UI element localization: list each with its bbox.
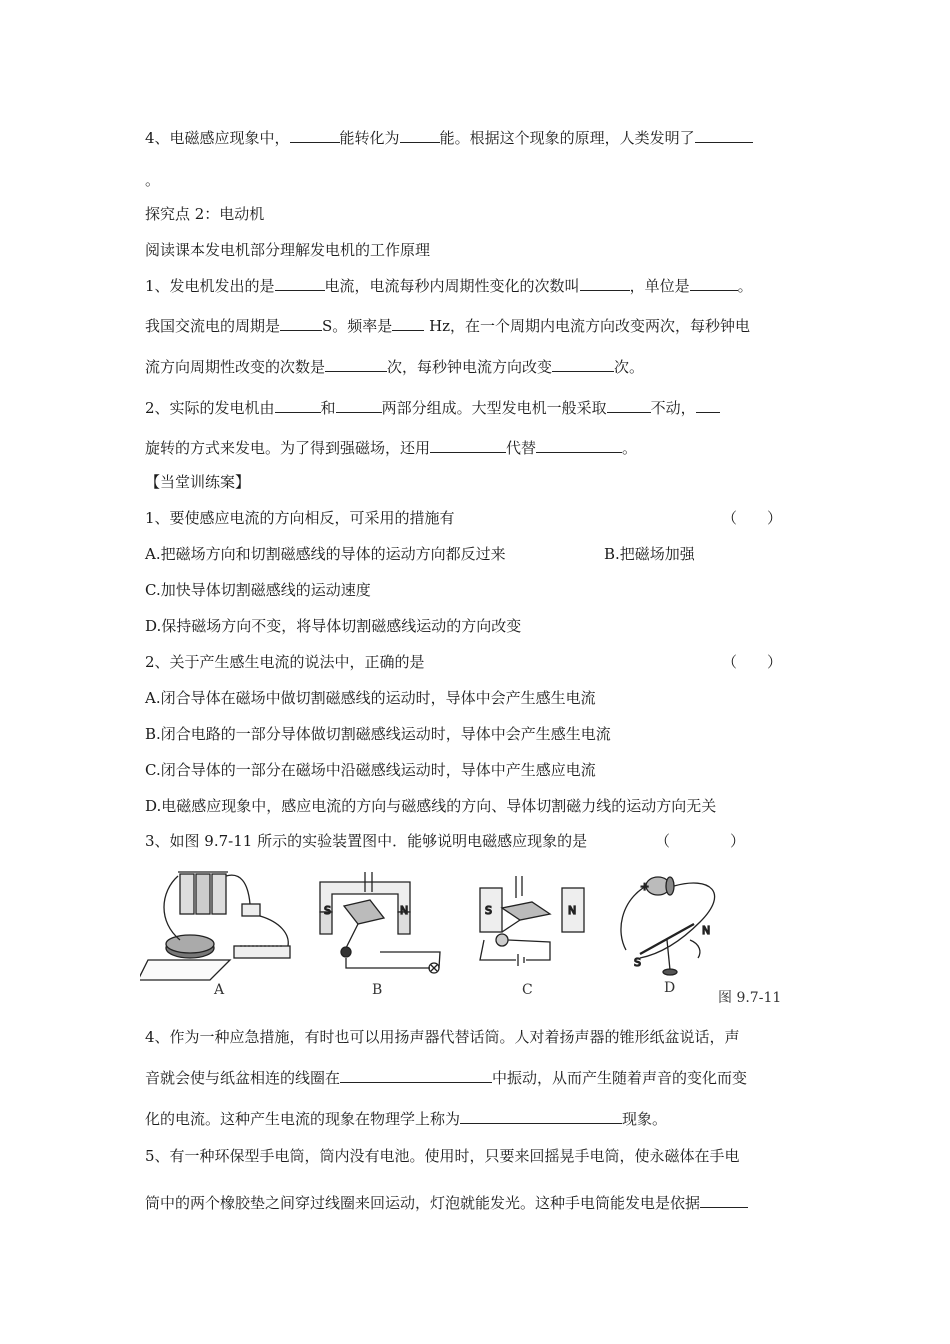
practice-q4-line-1: 4、作为一种应急措施，有时也可以用扬声器代替话筒。人对着扬声器的锥形纸盆说话，声: [145, 1028, 740, 1046]
figure-label-a: A: [214, 982, 225, 998]
blank: [325, 357, 387, 372]
answer-paren: （ ）: [655, 832, 746, 850]
answer-paren: （ ）: [722, 653, 783, 671]
generator-q2-line-2: [145, 438, 637, 458]
practice-q5-line-2: [145, 1193, 748, 1213]
generator-q1-line-2: [145, 316, 750, 336]
text: 筒中的两个橡胶垫之间穿过线圈来回运动，灯泡就能发光。这种手电筒能发电是依据: [145, 1194, 701, 1212]
option-c: C.加快导体切割磁感线的运动速度: [145, 581, 371, 599]
diagram-a: [140, 872, 290, 980]
text: 。: [622, 439, 638, 457]
text: 能转化为: [339, 129, 400, 147]
text: 能。根据这个现象的原理，人类发明了: [439, 129, 695, 147]
text: 电流，电流每秒内周期性变化的次数叫: [324, 277, 580, 295]
blank: [430, 438, 506, 453]
figure-caption: 图 9.7-11: [718, 990, 782, 1006]
diagram-d: [621, 877, 715, 975]
experiment-figure: [140, 862, 820, 1012]
option-a: A.闭合导体在磁场中做切割磁感线的运动时，导体中会产生感生电流: [145, 689, 596, 707]
text: Hz，在一个周期内电流方向改变两次，每秒钟电: [424, 317, 751, 335]
question-4-line-1: [145, 128, 753, 148]
blank: [460, 1109, 622, 1124]
option-d: D.保持磁场方向不变，将导体切割磁感线运动的方向改变: [145, 617, 522, 635]
pole-s-label: S: [324, 904, 331, 917]
text: 不动，: [650, 399, 696, 417]
option-b: B.把磁场加强: [604, 545, 695, 563]
plus-label: +: [640, 880, 650, 893]
text: 现象。: [622, 1110, 668, 1128]
text: 流方向周期性改变的次数是: [145, 358, 326, 376]
pole-n-label: N: [400, 904, 409, 917]
blank: [696, 398, 720, 413]
practice-q2-stem: 2、关于产生感生电流的说法中，正确的是: [145, 653, 425, 671]
blank: [340, 1068, 492, 1083]
text: 次。: [614, 358, 645, 376]
blank: [290, 128, 340, 143]
blank: [336, 398, 382, 413]
question-4-line-2: 。: [145, 171, 161, 189]
option-b: B.闭合电路的一部分导体做切割磁感线运动时，导体中会产生感生电流: [145, 725, 611, 743]
blank: [400, 128, 440, 143]
text: 次，每秒钟电流方向改变: [387, 358, 553, 376]
practice-q4-line-2: [145, 1068, 747, 1088]
blank: [552, 357, 614, 372]
diagram-b: [320, 872, 440, 973]
option-c: C.闭合导体的一部分在磁场中沿磁感线运动时，导体中产生感应电流: [145, 761, 596, 779]
text: 化的电流。这种产生电流的现象在物理学上称为: [145, 1110, 461, 1128]
pole-n-label: N: [568, 904, 577, 917]
blank: [690, 276, 738, 291]
section-heading-motor: 探究点 2：电动机: [145, 205, 265, 223]
text: 和: [320, 399, 336, 417]
figure-label-b: B: [372, 982, 383, 998]
text: 中振动，从而产生随着声音的变化而变: [492, 1069, 748, 1087]
text: 1、发电机发出的是: [145, 277, 275, 295]
text: 两部分组成。大型发电机一般采取: [381, 399, 607, 417]
blank: [695, 128, 753, 143]
pole-s-label: S: [485, 904, 492, 917]
text: ，单位是: [629, 277, 690, 295]
blank: [580, 276, 630, 291]
blank: [275, 276, 325, 291]
text: 旋转的方式来发电。为了得到强磁场，还用: [145, 439, 431, 457]
blank: [392, 316, 424, 331]
blank: [700, 1193, 748, 1208]
text: 。: [737, 277, 753, 295]
blank: [607, 398, 651, 413]
text: 代替: [506, 439, 537, 457]
answer-paren: （ ）: [722, 509, 783, 527]
reading-instruction: 阅读课本发电机部分理解发电机的工作原理: [145, 241, 431, 259]
option-a: A.把磁场方向和切割磁感线的导体的运动方向都反过来: [145, 545, 506, 563]
text: 我国交流电的周期是: [145, 317, 281, 335]
practice-q1-stem: 1、要使感应电流的方向相反，可采用的措施有: [145, 509, 455, 527]
text: 2、实际的发电机由: [145, 399, 275, 417]
generator-q1-line-3: [145, 357, 644, 377]
practice-q3-stem: 3、如图 9.7-11 所示的实验装置图中．能够说明电磁感应现象的是: [145, 832, 588, 850]
figure-label-d: D: [664, 980, 676, 996]
practice-q4-line-3: [145, 1109, 667, 1129]
generator-q2-line-1: [145, 398, 720, 418]
generator-q1-line-1: [145, 276, 753, 296]
option-d: D.电磁感应现象中，感应电流的方向与磁感线的方向、导体切割磁力线的运动方向无关: [145, 797, 717, 815]
blank: [536, 438, 622, 453]
pole-n-label: N: [702, 924, 711, 937]
text: 音就会使与纸盆相连的线圈在: [145, 1069, 341, 1087]
section-heading-practice: 【当堂训练案】: [145, 473, 251, 491]
experiment-diagrams: [140, 862, 820, 1012]
practice-q5-line-1: 5、有一种环保型手电筒，筒内没有电池。使用时，只要来回摇晃手电筒，使永磁体在手电: [145, 1147, 740, 1165]
text: S。频率是: [322, 317, 393, 335]
figure-label-c: C: [522, 982, 533, 998]
pole-s-label: S: [634, 956, 641, 969]
blank: [275, 398, 321, 413]
blank: [280, 316, 322, 331]
diagram-c: [480, 876, 584, 966]
text: 4、电磁感应现象中，: [145, 129, 290, 147]
